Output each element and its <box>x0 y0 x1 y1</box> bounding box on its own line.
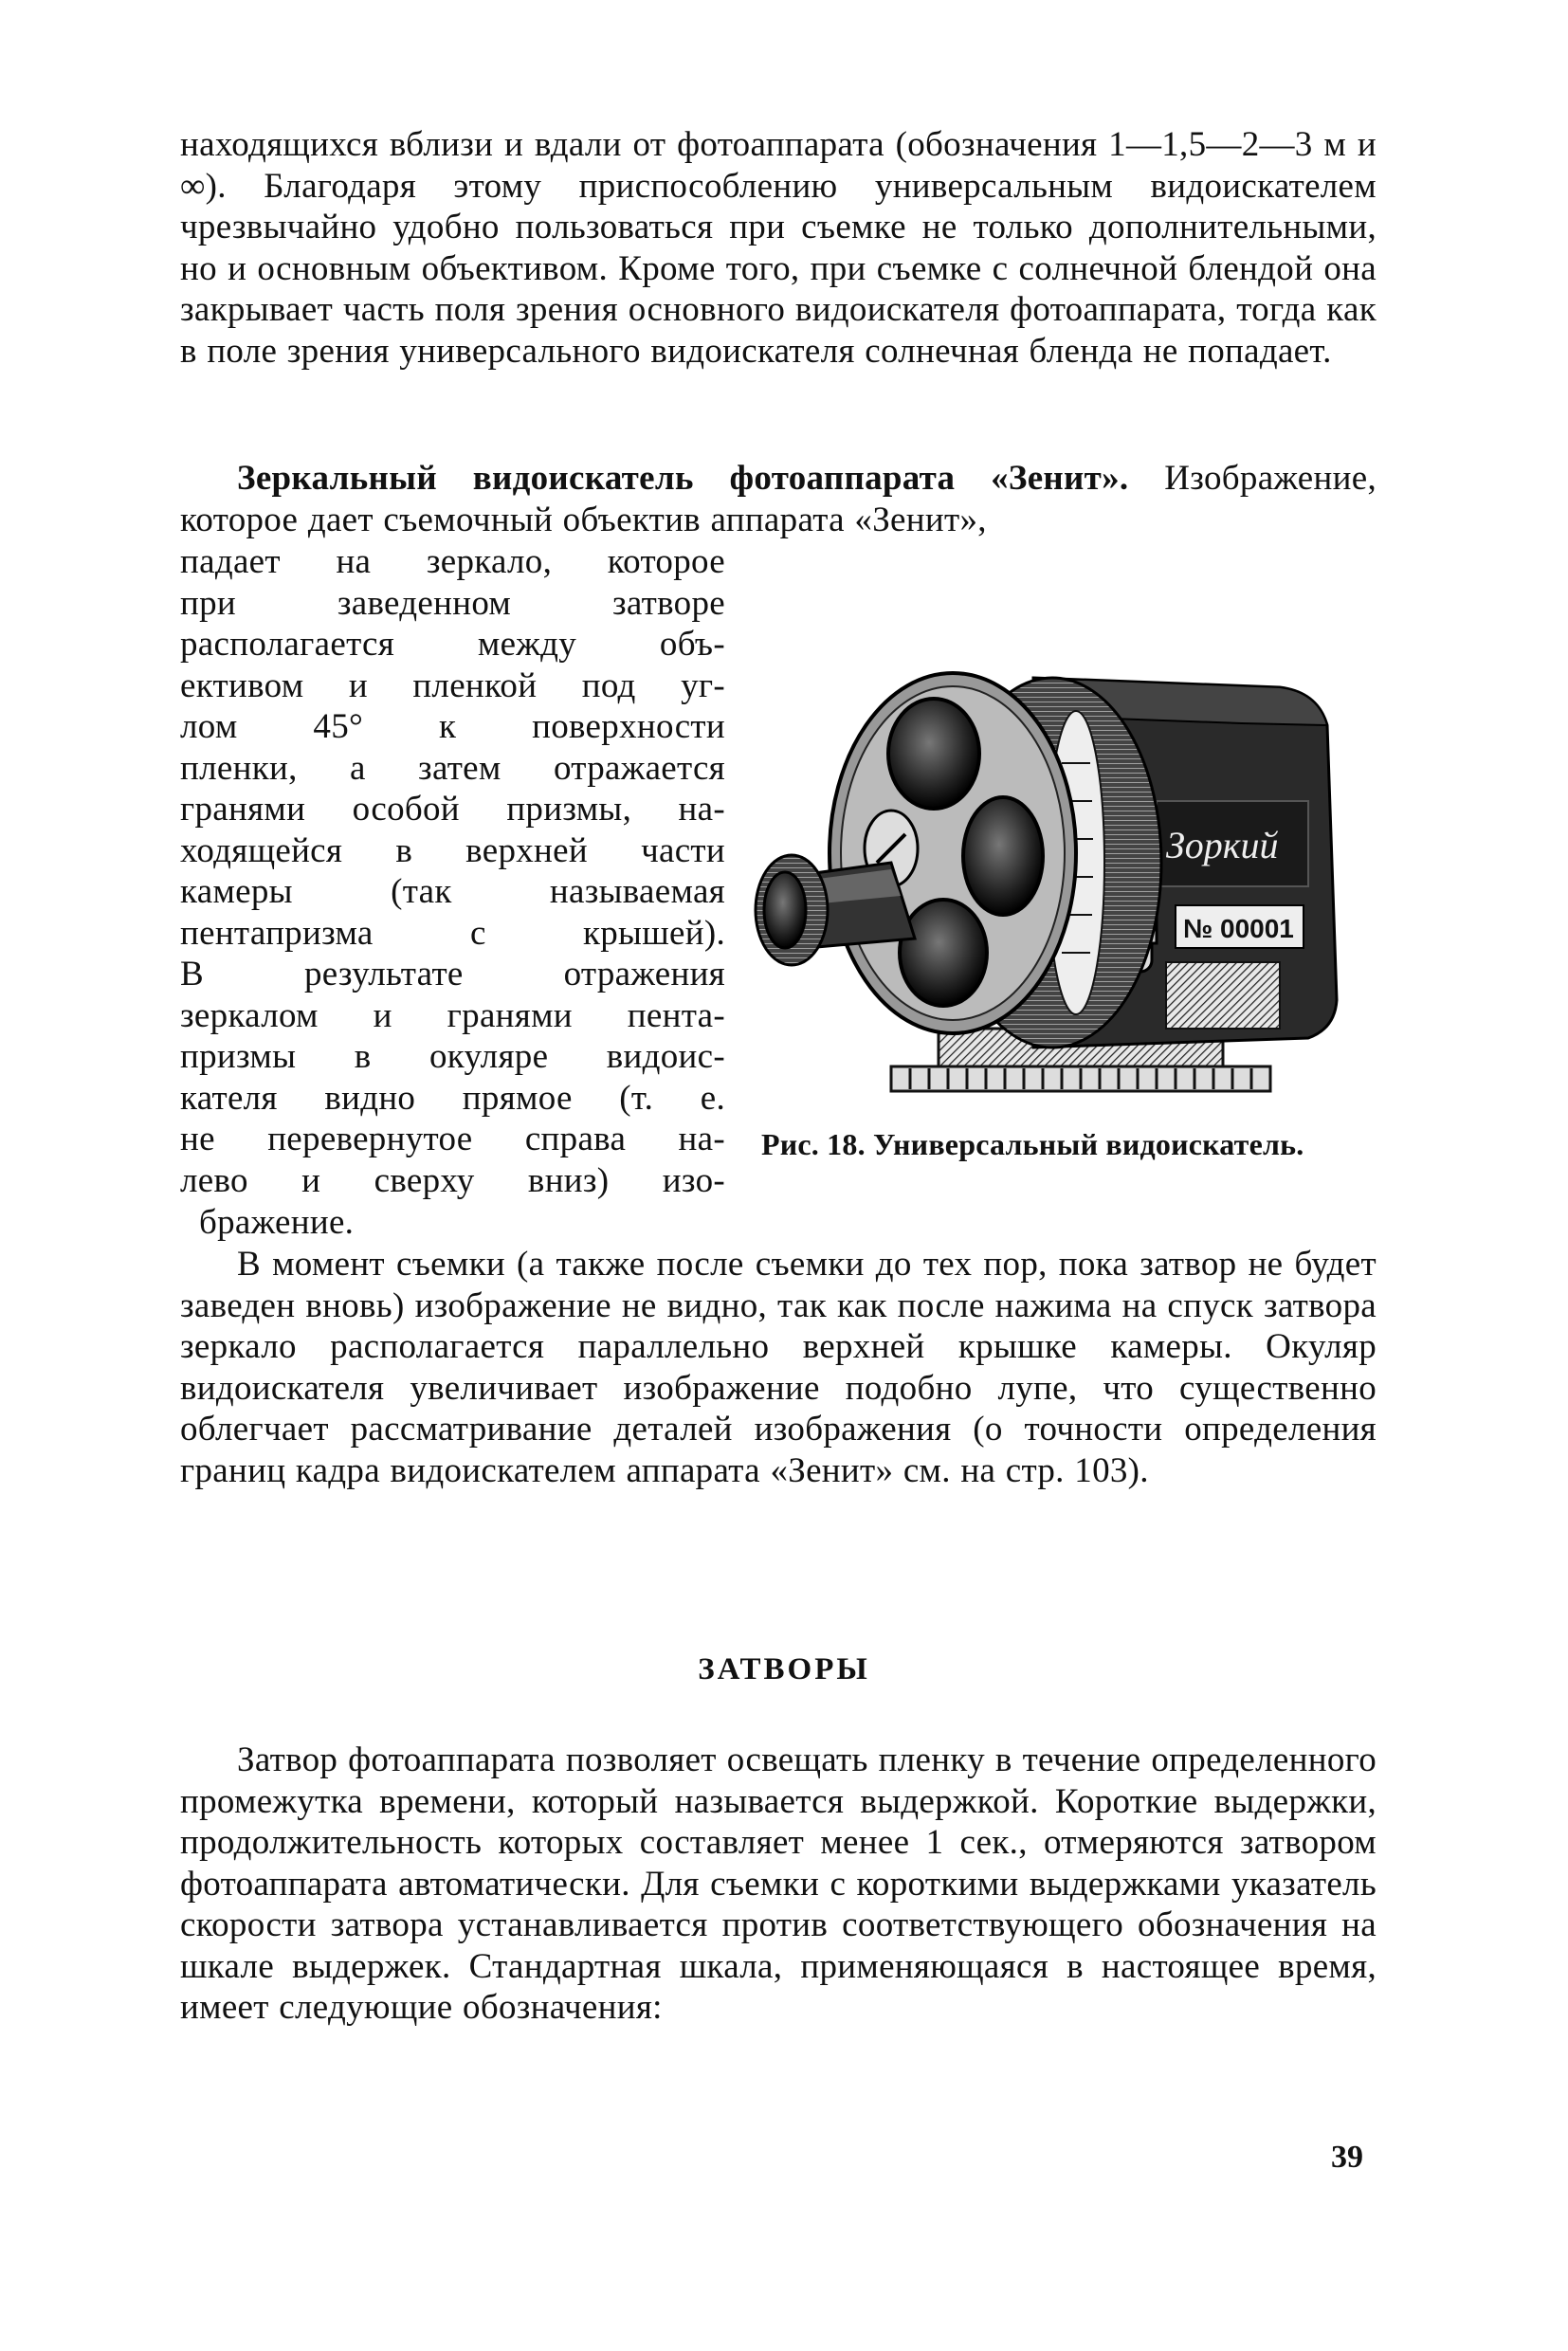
wrapped-text-line: пентапризма с крышей). <box>180 913 725 953</box>
wrapped-text-line: лом 45° к поверхности <box>180 707 725 746</box>
wrapped-text-line: В результате отражения <box>180 955 725 993</box>
wrapped-text-line: падает на зеркало, которое <box>180 542 725 581</box>
section-heading: ЗАТВОРЫ <box>698 1652 870 1686</box>
wrapped-text-line: лево и сверху вниз) изо- <box>180 1160 725 1200</box>
wrapped-text-line: гранями особой призмы, на- <box>180 790 725 829</box>
wrapped-text-line: кателя видно прямое (т. е. <box>180 1078 725 1118</box>
wrapped-text-line: ективом и пленкой под уг- <box>180 665 725 705</box>
wrapped-text-line: пленки, а затем отражается <box>180 748 725 788</box>
figure-caption: Рис. 18. Универсальный видоискатель. <box>761 1127 1304 1161</box>
paragraph-viewfinder-continued: находящихся вблизи и вдали от фотоаппарата (обозначения 1—1,5—2—3 м и ∞). Благодаря этому приспособлению универсальным видоискателем чрезвычайно удобно пользоваться при съемке не только дополнительными, но и основным объективом. Кроме того, при съемке с солнечной блендой она закрывает часть поля зрения основного видоискателя фотоаппарата, тогда как в поле зрения универсального видоискателя солнечная бленда не попадает. <box>180 125 1377 371</box>
page-number: 39 <box>1331 2140 1363 2175</box>
paragraph-shutters: Затвор фотоаппарата позволяет освещать пленку в течение определенного промежутка времени, который называется выдержкой. Короткие выдержки, продолжительность которых составляет менее 1 сек., отмеряются затвором фотоаппарата автоматически. Для съемки с короткими выдержками указатель скорости затвора устанавливается против соответствующего обозначения на шкале выдержек. Стандартная шкала, применяющаяся в настоящее время, имеет следующие обозначения: <box>180 1740 1377 2027</box>
wrapped-text-line: не перевернутое справа на- <box>180 1120 725 1158</box>
zenit-heading-inline: Зеркальный видоискатель фотоаппарата «Зенит». <box>237 459 1129 498</box>
wrapped-text-line: зеркалом и гранями пента- <box>180 995 725 1035</box>
paragraph-zenit-intro <box>180 458 1377 540</box>
wrapped-text-last-line: бражение. <box>199 1203 355 1242</box>
wrapped-text-line: располагается между объ- <box>180 625 725 664</box>
zenit-intro-text: Изображение, которое дает съемочный объектив аппарата «Зенит», <box>180 459 1377 539</box>
wrapped-text-line: камеры (так называемая <box>180 872 725 911</box>
serial-number-plate: № 00001 <box>1183 914 1294 943</box>
paragraph-shutter-moment: В момент съемки (а также после съемки до тех пор, пока затвор не будет заведен вновь) изображение не видно, так как после нажима на спуск затвора зеркало располагается параллельно верхней крышке камеры. Окуляр видоискателя увеличивает изображение подобно лупе, что существенно облегчает рассматривание деталей изображения (о точности определения границ кадра видоискателем аппарата «Зенит» см. на стр. 103). <box>180 1245 1377 1490</box>
universal-viewfinder-illustration <box>749 621 1394 1133</box>
wrapped-text-line: призмы в окуляре видоис- <box>180 1037 725 1076</box>
wrapped-text-line: ходящейся в верхней части <box>180 830 725 870</box>
brand-engraving: Зоркий <box>1166 824 1279 866</box>
wrapped-text-line: при заведенном затворе <box>180 583 725 623</box>
